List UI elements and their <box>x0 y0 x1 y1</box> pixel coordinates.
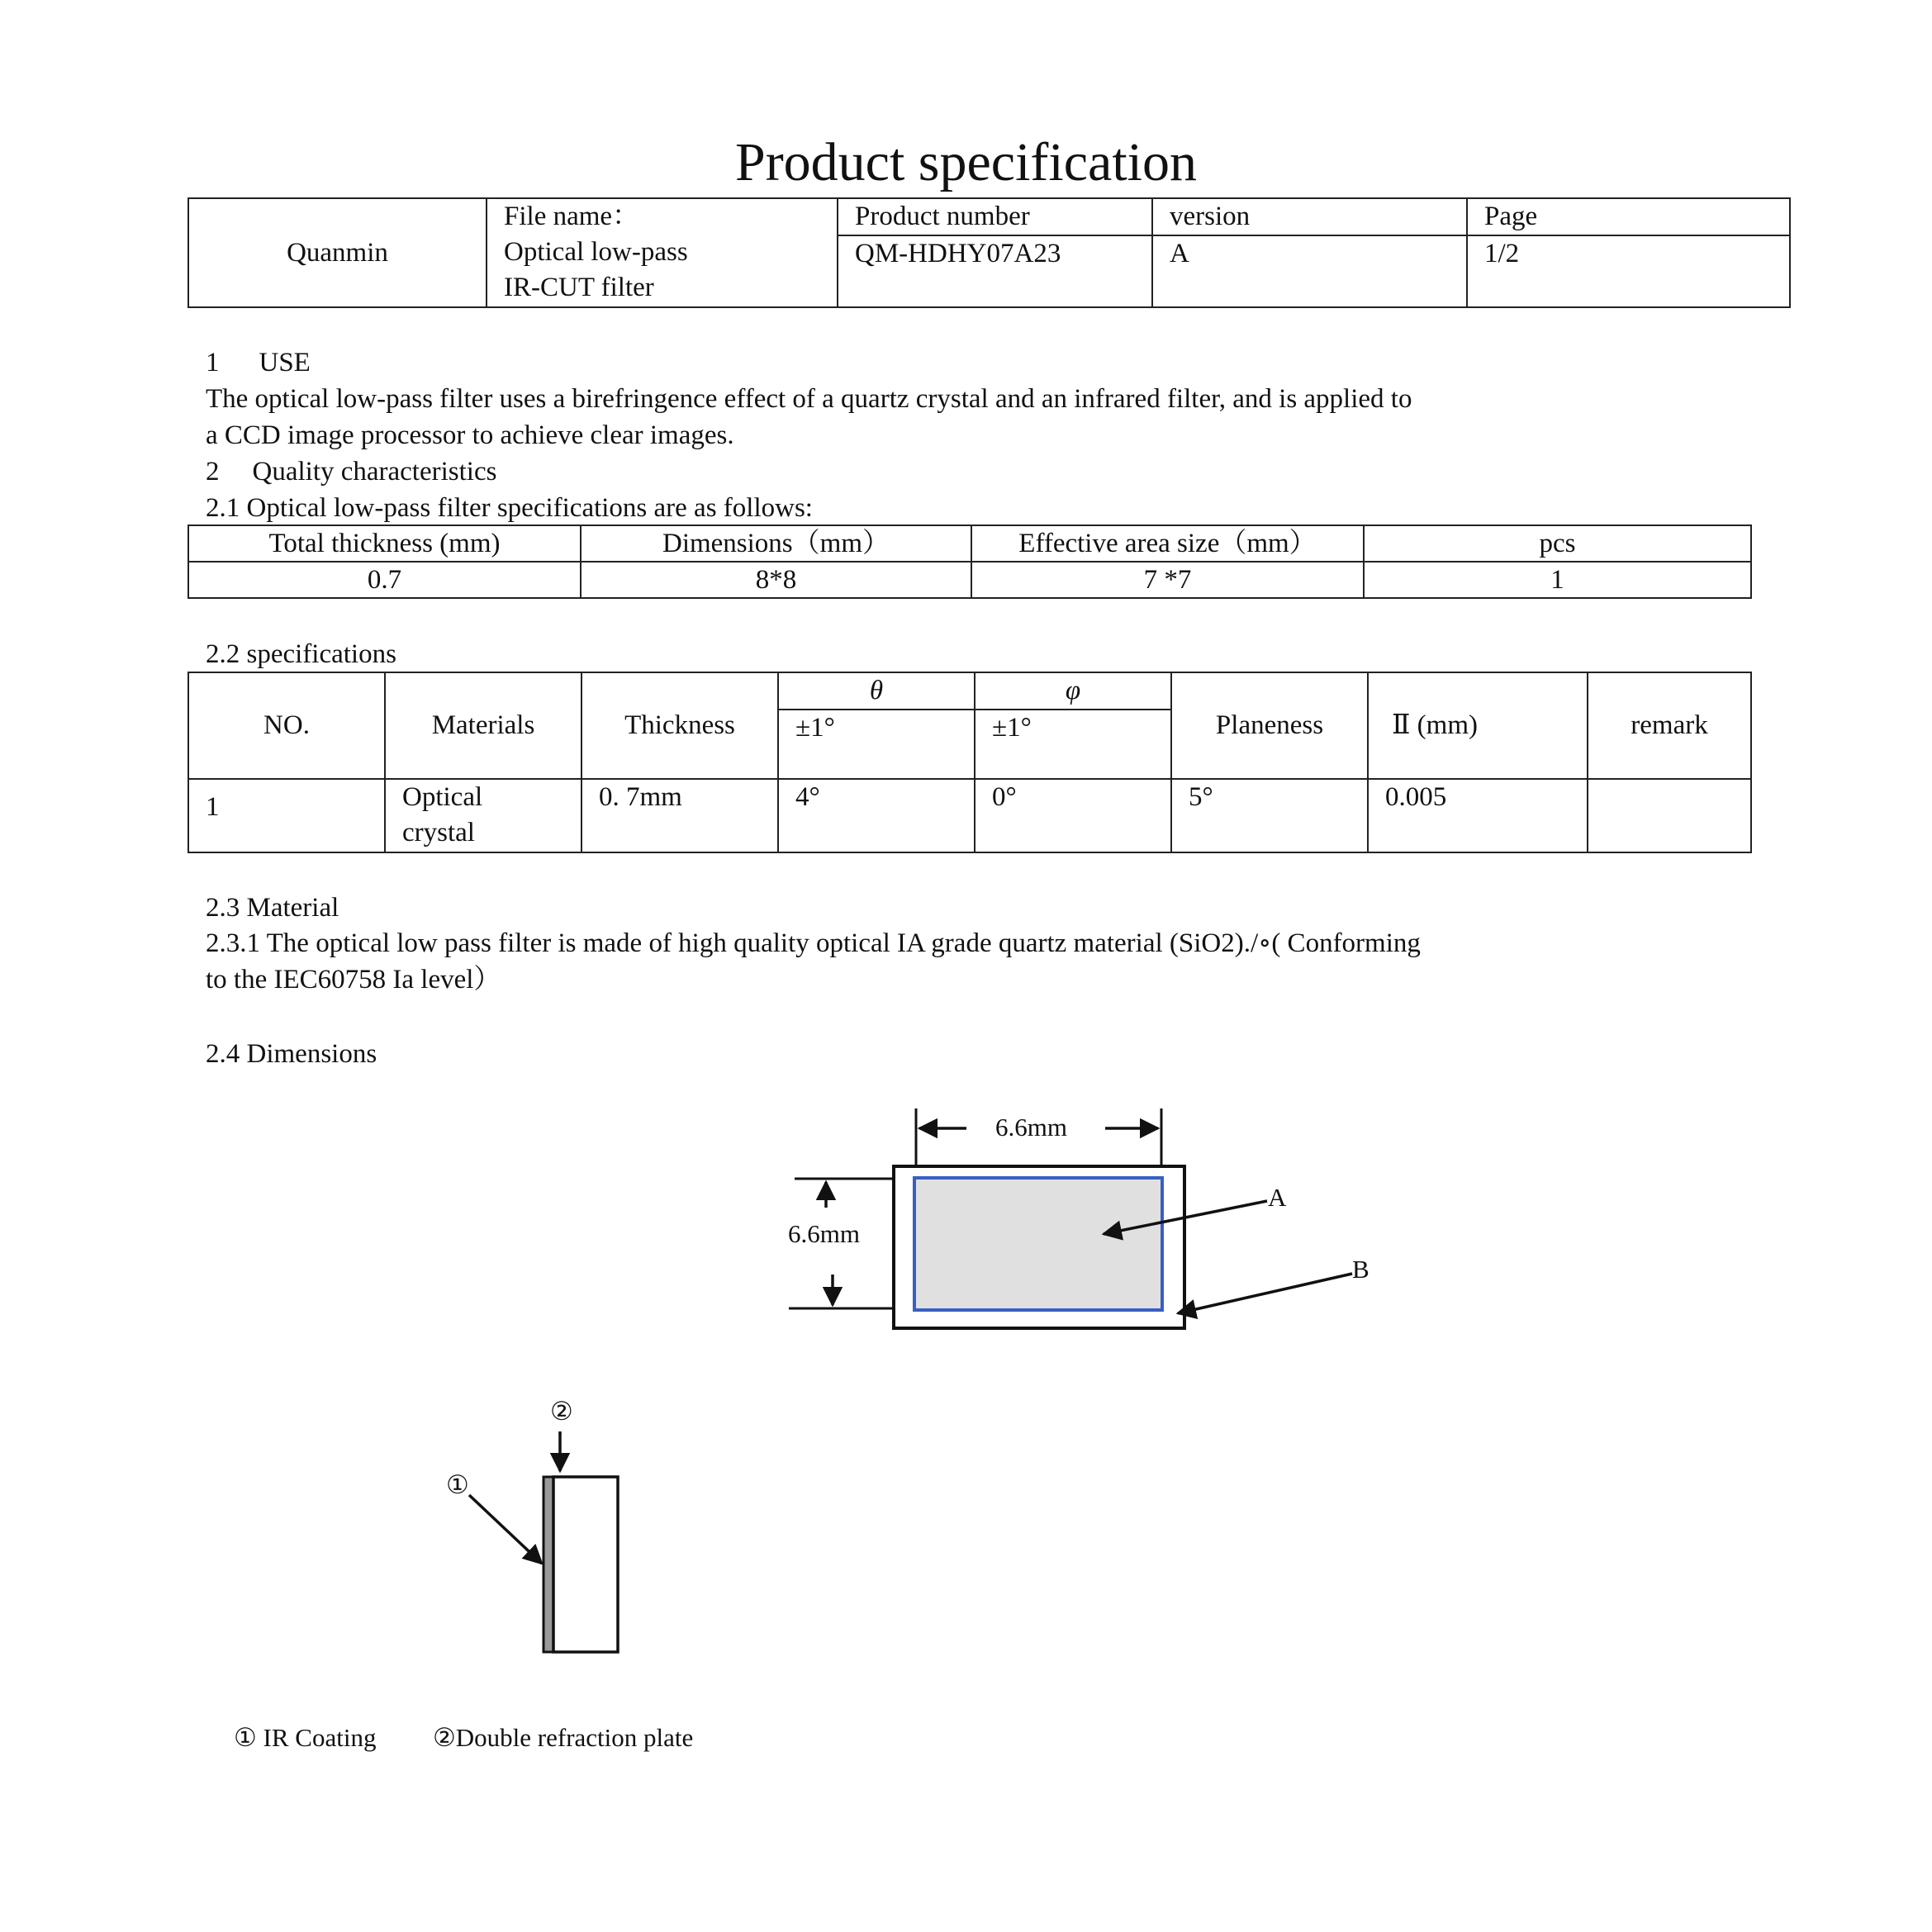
col-phi-tolerance: ±1° <box>975 710 1171 779</box>
page-title: Product specification <box>734 132 1197 192</box>
row-phi: 0° <box>975 779 1171 852</box>
row-planeness: 5° <box>1171 779 1368 852</box>
spec-value-pcs: 1 <box>1364 562 1751 598</box>
spec-header-pcs: pcs <box>1364 525 1751 562</box>
row-materials-line2: crystal <box>402 818 475 847</box>
col-remark: remark <box>1588 672 1751 779</box>
page-value: 1/2 <box>1467 235 1790 307</box>
label-1: ① <box>446 1470 469 1499</box>
spec-value-thickness: 0.7 <box>188 562 581 598</box>
section2-title: Quality characteristics <box>252 457 497 487</box>
label-b: B <box>1352 1255 1369 1284</box>
col-theta-tolerance: ±1° <box>778 710 975 779</box>
spec-header-thickness: Total thickness (mm) <box>188 525 581 562</box>
file-name-line1: Optical low-pass <box>504 237 688 267</box>
spec-value-dimensions: 8*8 <box>581 562 971 598</box>
refraction-plate <box>553 1477 618 1652</box>
row-thickness: 0. 7mm <box>581 779 778 852</box>
leader-b <box>1178 1274 1352 1313</box>
col-no: NO. <box>188 672 385 779</box>
height-label: 6.6mm <box>788 1219 860 1248</box>
section21-heading: 2.1 Optical low-pass filter specifications are as follows: <box>206 493 813 523</box>
section23-line2: to the IEC60758 Ia level） <box>206 965 501 994</box>
leader-1 <box>469 1495 542 1564</box>
version-value: A <box>1152 235 1467 307</box>
col-materials: Materials <box>385 672 581 779</box>
section1-title: USE <box>259 348 311 377</box>
label-a: A <box>1268 1183 1287 1212</box>
spec-header-dimensions: Dimensions（mm） <box>581 525 971 562</box>
label-2: ② <box>550 1397 573 1426</box>
file-name-line2: IR-CUT filter <box>504 273 654 302</box>
effective-area-square <box>914 1178 1162 1310</box>
product-number-value: QM-HDHY07A23 <box>838 235 1152 307</box>
spec-value-effective-area: 7 *7 <box>971 562 1364 598</box>
section22-heading: 2.2 specifications <box>206 639 396 669</box>
page-label: Page <box>1467 198 1790 235</box>
spec-header-effective-area: Effective area size（mm） <box>971 525 1364 562</box>
section2-number: 2 <box>206 457 220 487</box>
product-number-label: Product number <box>838 198 1152 235</box>
legend-double-refraction: ②Double refraction plate <box>433 1723 694 1752</box>
version-label: version <box>1152 198 1467 235</box>
section23-heading: 2.3 Material <box>206 893 339 923</box>
file-name-label: File name： <box>504 202 640 231</box>
col-theta: θ <box>778 672 975 710</box>
col-parallel: Ⅱ (mm) <box>1368 672 1588 779</box>
section1-number: 1 <box>206 348 220 377</box>
col-phi: φ <box>975 672 1171 710</box>
legend-ir-coating: ① IR Coating <box>234 1723 377 1752</box>
row-parallel: 0.005 <box>1368 779 1588 852</box>
section24-heading: 2.4 Dimensions <box>206 1039 377 1069</box>
row-materials-line1: Optical <box>402 782 483 812</box>
col-planeness: Planeness <box>1171 672 1368 779</box>
section23-line1: 2.3.1 The optical low pass filter is made of high quality optical IA grade quartz material (SiO2)./∘( Conforming <box>206 928 1421 958</box>
row-theta: 4° <box>778 779 975 852</box>
coating-layer <box>544 1477 553 1652</box>
row-no: 1 <box>188 779 385 852</box>
width-label: 6.6mm <box>995 1113 1067 1142</box>
section1-line2: a CCD image processor to achieve clear images. <box>206 420 734 450</box>
company-name: Quanmin <box>287 237 388 268</box>
section1-line1: The optical low-pass filter uses a birefringence effect of a quartz crystal and an infrared filter, and is applied to <box>206 384 1412 414</box>
col-thickness: Thickness <box>581 672 778 779</box>
